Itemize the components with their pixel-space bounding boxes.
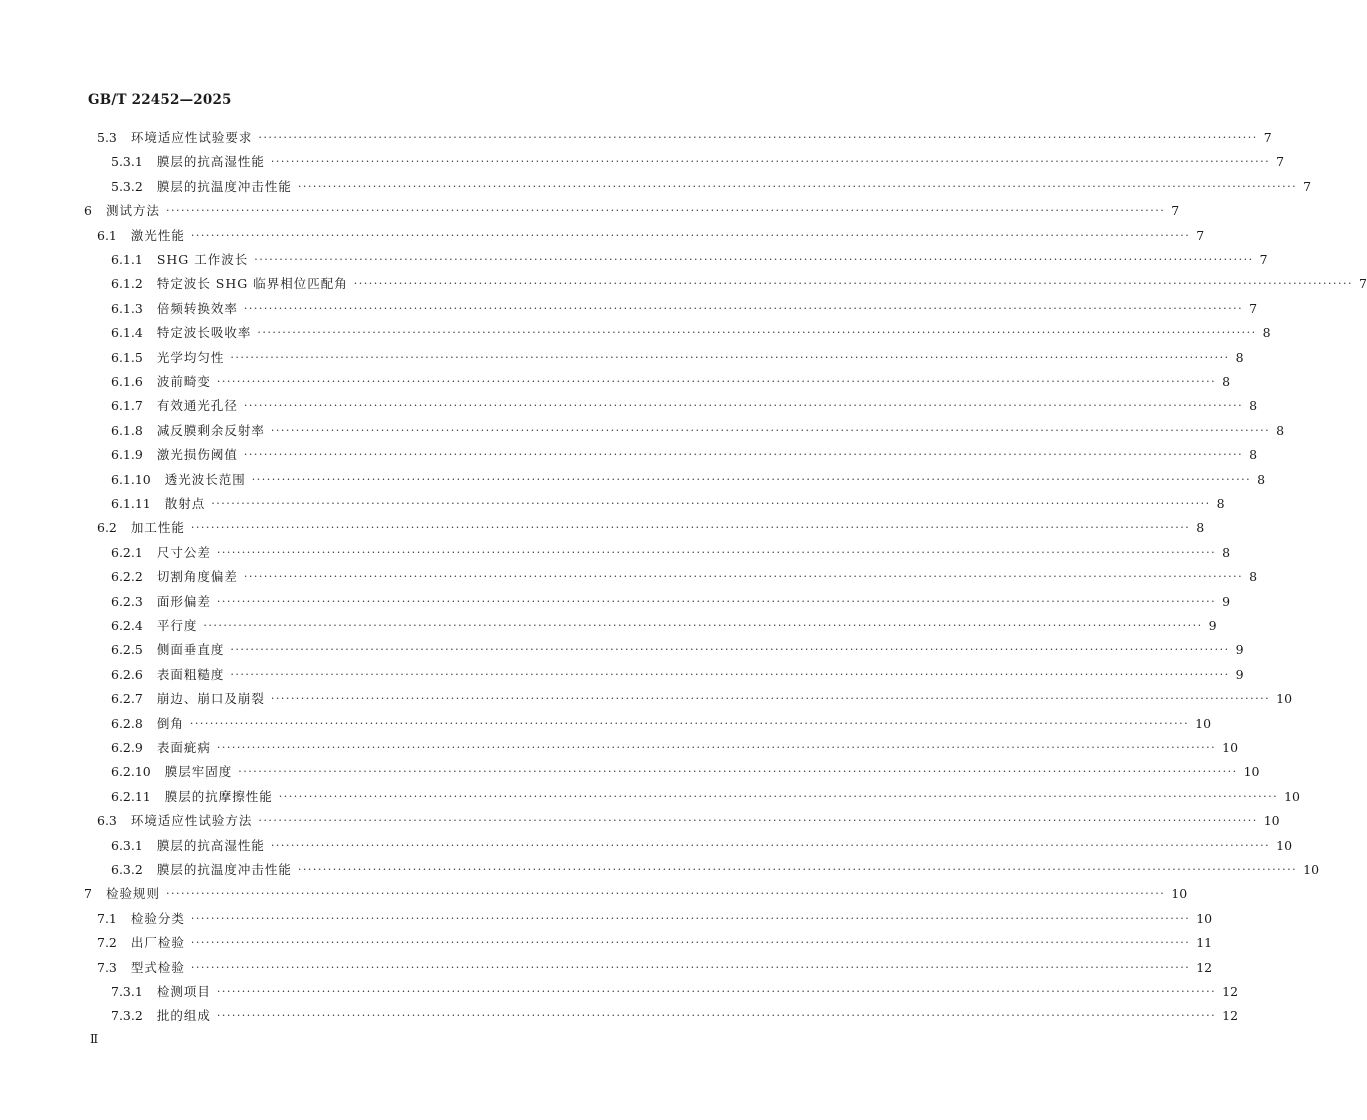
toc-entry-title: 特定波长 SHG 临界相位匹配角: [156, 276, 348, 292]
dot-leader: ········································································································································································································: [165, 887, 1166, 901]
toc-entry-number: 6.2.1: [111, 544, 143, 560]
toc-entry-number: 6.3.1: [111, 837, 143, 853]
toc-entry-title: 加工性能: [130, 520, 185, 536]
dot-leader: ········································································································································································································: [230, 350, 1230, 364]
dot-leader: ········································································································································································································: [190, 960, 1191, 974]
toc-entry-number: 6: [84, 203, 92, 219]
toc-entry-title: 膜层的抗温度冲击性能: [156, 862, 292, 877]
dot-leader: ········································································································································································································: [190, 228, 1191, 242]
toc-entry-number: 6.1.7: [111, 398, 143, 414]
dot-leader: ········································································································································································································: [254, 253, 1254, 266]
dot-leader: ········································································································································································································: [243, 570, 1244, 584]
toc-entry-title: 崩边、崩口及崩裂: [156, 691, 265, 707]
toc-entry-title: 出厂检验: [130, 935, 185, 951]
toc-entry-title: 波前畸变: [156, 374, 211, 389]
toc-entry-number: 7.1: [97, 910, 117, 926]
toc-entry-page: 10: [1195, 715, 1212, 731]
toc-entry-page: 8: [1249, 569, 1258, 585]
toc-entry-title: 散射点: [164, 496, 206, 511]
toc-entry-page: 12: [1196, 959, 1213, 975]
toc-entry[interactable]: [111, 394, 1258, 418]
toc-entry[interactable]: [111, 321, 1271, 345]
toc-entry[interactable]: [111, 614, 1217, 638]
toc-entry-title: 减反膜剩余反射率: [156, 422, 265, 438]
toc-entry[interactable]: [111, 687, 1293, 711]
toc-entry[interactable]: [111, 419, 1285, 443]
toc-entry-page: 8: [1249, 447, 1258, 463]
toc-entry-page: 10: [1263, 813, 1280, 829]
toc-entry[interactable]: [111, 272, 1367, 296]
toc-entry-page: 8: [1257, 471, 1266, 487]
dot-leader: ········································································································································································································: [251, 472, 1252, 486]
toc-entry-number: 6.2.9: [111, 740, 143, 755]
toc-entry-title: SHG 工作波长: [156, 252, 249, 267]
toc-entry[interactable]: [111, 175, 1312, 199]
toc-entry[interactable]: [97, 956, 1213, 980]
toc-entry[interactable]: [111, 443, 1258, 467]
toc-entry-title: 检验规则: [105, 886, 160, 902]
toc-entry-number: 7.3.1: [111, 984, 143, 999]
dot-leader: ········································································································································································································: [189, 716, 1190, 730]
toc-entry-title: 有效通光孔径: [156, 398, 238, 414]
toc-entry-number: 6.2.8: [111, 715, 143, 731]
toc-entry-number: 6.2.3: [111, 593, 143, 609]
dot-leader: ········································································································································································································: [270, 423, 1271, 437]
dot-leader: ········································································································································································································: [216, 741, 1217, 754]
toc-entry[interactable]: [111, 590, 1231, 614]
toc-entry[interactable]: [111, 565, 1258, 589]
toc-entry-title: 侧面垂直度: [156, 642, 225, 658]
page-folio: Ⅱ: [90, 1032, 99, 1046]
toc-entry-number: 6.2.4: [111, 618, 143, 633]
toc-entry[interactable]: [111, 712, 1212, 736]
toc-entry-page: 12: [1222, 1008, 1239, 1024]
toc-entry[interactable]: [111, 858, 1320, 882]
toc-entry-number: 6.3.2: [111, 862, 143, 877]
toc-entry-page: 12: [1222, 984, 1239, 999]
dot-leader: ········································································································································································································: [243, 399, 1244, 413]
dot-leader: ········································································································································································································: [270, 838, 1271, 852]
toc-entry[interactable]: [111, 468, 1266, 492]
dot-leader: ········································································································································································································: [270, 155, 1271, 169]
standard-code: GB/T 22452—2025: [88, 92, 232, 108]
toc-entry-page: 8: [1235, 349, 1244, 365]
toc-entry-title: 型式检验: [130, 959, 185, 975]
toc-entry-page: 7: [1249, 300, 1258, 316]
dot-leader: ········································································································································································································: [190, 911, 1191, 925]
toc-entry-number: 6.1.8: [111, 422, 143, 438]
toc-entry-number: 6.2.11: [111, 788, 151, 804]
toc-entry[interactable]: [84, 882, 1188, 906]
toc-entry-number: 6.2.6: [111, 666, 143, 682]
toc-entry-page: 7: [1263, 130, 1272, 145]
toc-entry-number: 7.2: [97, 935, 117, 951]
dot-leader: ········································································································································································································: [190, 936, 1191, 950]
toc-entry-title: 切割角度偏差: [156, 569, 238, 585]
toc-entry-page: 10: [1303, 862, 1320, 877]
dot-leader: ········································································································································································································: [190, 521, 1191, 535]
toc-entry-number: 6.2.10: [111, 764, 151, 780]
toc-entry[interactable]: [111, 248, 1268, 272]
toc-entry-number: 7: [84, 886, 92, 902]
toc-entry[interactable]: [97, 126, 1272, 150]
toc-entry-page: 8: [1249, 398, 1258, 414]
toc-entry-number: 7.3.2: [111, 1008, 143, 1024]
toc-entry-page: 7: [1259, 252, 1268, 267]
dot-leader: ········································································································································································································: [216, 375, 1217, 388]
toc-entry-number: 6.1.5: [111, 349, 143, 365]
toc-entry[interactable]: [111, 785, 1301, 809]
toc-entry-title: 倍频转换效率: [156, 300, 238, 316]
toc-entry-title: 表面疵病: [156, 740, 211, 755]
dot-leader: ········································································································································································································: [230, 643, 1230, 657]
toc-entry-page: 10: [1276, 691, 1293, 707]
toc-entry[interactable]: [111, 492, 1225, 516]
toc-entry-title: 测试方法: [105, 203, 160, 219]
toc-entry-title: 表面粗糙度: [156, 666, 225, 682]
toc-entry-number: 6.2.2: [111, 569, 143, 585]
dot-leader: ········································································································································································································: [258, 814, 1258, 828]
toc-entry-title: 激光损伤阈值: [156, 447, 238, 463]
toc-entry-number: 6.2: [97, 520, 117, 536]
toc-entry[interactable]: [97, 224, 1205, 248]
toc-entry-number: 5.3.1: [111, 154, 143, 170]
toc-entry-page: 8: [1196, 520, 1205, 536]
toc-entry[interactable]: [111, 760, 1260, 784]
toc-entry-number: 6.1.2: [111, 276, 143, 292]
dot-leader: ········································································································································································································: [216, 594, 1217, 608]
toc-entry-title: 面形偏差: [156, 593, 211, 609]
toc-entry-page: 8: [1262, 325, 1271, 341]
toc-entry-page: 8: [1216, 496, 1225, 511]
toc-entry-number: 5.3.2: [111, 178, 143, 194]
toc-entry-number: 5.3: [97, 130, 117, 145]
toc-entry-number: 6.1: [97, 227, 117, 243]
dot-leader: ········································································································································································································: [216, 985, 1217, 998]
toc-entry-number: 6.1.1: [111, 252, 143, 267]
toc-entry-page: 9: [1235, 642, 1244, 658]
toc-entry-page: 10: [1222, 740, 1239, 755]
toc-entry-title: 环境适应性试验方法: [130, 813, 253, 829]
toc-entry-page: 8: [1222, 374, 1231, 389]
toc-entry-page: 7: [1303, 178, 1312, 194]
toc-entry-title: 批的组成: [156, 1008, 211, 1024]
toc-entry[interactable]: [97, 516, 1205, 540]
toc-entry-page: 8: [1276, 422, 1285, 438]
toc-entry-page: 7: [1171, 203, 1180, 219]
toc-entry-title: 检测项目: [156, 984, 211, 999]
toc-entry-number: 6.1.3: [111, 300, 143, 316]
toc-entry[interactable]: [111, 638, 1244, 662]
dot-leader: ········································································································································································································: [211, 497, 1211, 510]
toc-entry[interactable]: [111, 346, 1244, 370]
toc-entry-number: 6.3: [97, 813, 117, 829]
toc-entry-page: 10: [1243, 764, 1260, 780]
toc-entry-number: 6.2.5: [111, 642, 143, 658]
toc-entry-page: 7: [1196, 227, 1205, 243]
toc-entry-number: 7.3: [97, 959, 117, 975]
dot-leader: ········································································································································································································: [203, 619, 1203, 632]
toc-entry-page: 7: [1276, 154, 1285, 170]
toc-entry[interactable]: [111, 1004, 1239, 1028]
dot-leader: ········································································································································································································: [238, 765, 1238, 779]
toc-entry-number: 6.1.6: [111, 374, 143, 389]
toc-entry-title: 透光波长范围: [164, 471, 246, 487]
toc-entry-page: 10: [1284, 788, 1301, 804]
dot-leader: ········································································································································································································: [353, 277, 1354, 291]
toc-entry[interactable]: [111, 663, 1244, 687]
dot-leader: ········································································································································································································: [230, 667, 1230, 681]
toc-entry-title: 膜层的抗温度冲击性能: [156, 178, 292, 194]
dot-leader: ········································································································································································································: [165, 204, 1166, 218]
toc-entry-page: 10: [1276, 837, 1293, 853]
dot-leader: ········································································································································································································: [257, 326, 1257, 340]
toc-entry-number: 6.1.11: [111, 496, 151, 511]
toc-entry-page: 9: [1208, 618, 1217, 633]
toc-entry[interactable]: [111, 834, 1293, 858]
dot-leader: ········································································································································································································: [258, 131, 1258, 144]
dot-leader: ········································································································································································································: [243, 301, 1244, 315]
toc-entry-title: 环境适应性试验要求: [130, 130, 253, 145]
toc-entry-page: 11: [1196, 935, 1213, 951]
dot-leader: ········································································································································································································: [216, 1009, 1217, 1023]
toc-entry[interactable]: [84, 199, 1180, 223]
toc-entry-title: 倒角: [156, 715, 184, 731]
toc-entry[interactable]: [111, 297, 1258, 321]
toc-entry-number: 6.1.10: [111, 471, 151, 487]
toc-entry-title: 特定波长吸收率: [156, 325, 252, 341]
toc-entry-page: 7: [1359, 276, 1367, 292]
toc-entry[interactable]: [111, 541, 1231, 565]
toc-entry-page: 8: [1222, 544, 1231, 560]
toc-entry-title: 平行度: [156, 618, 198, 633]
dot-leader: ········································································································································································································: [297, 179, 1298, 193]
toc-entry-title: 膜层牢固度: [164, 764, 233, 780]
toc-entry-number: 6.1.4: [111, 325, 143, 341]
toc-entry[interactable]: [111, 370, 1231, 394]
toc-entry-page: 9: [1222, 593, 1231, 609]
toc-entry-title: 激光性能: [130, 227, 185, 243]
toc-entry-title: 尺寸公差: [156, 544, 211, 560]
toc-entry-number: 6.1.9: [111, 447, 143, 463]
toc-entry-title: 膜层的抗摩擦性能: [164, 788, 273, 804]
toc-entry-page: 10: [1196, 910, 1213, 926]
toc-entry[interactable]: [97, 907, 1213, 931]
toc-entry-page: 10: [1171, 886, 1188, 902]
dot-leader: ········································································································································································································: [297, 863, 1298, 876]
toc-entry-title: 检验分类: [130, 910, 185, 926]
dot-leader: ········································································································································································································: [278, 789, 1279, 803]
dot-leader: ········································································································································································································: [216, 545, 1217, 559]
toc-entry-page: 9: [1235, 666, 1244, 682]
toc-entry-title: 膜层的抗高湿性能: [156, 837, 265, 853]
toc-entry-title: 光学均匀性: [156, 349, 225, 365]
toc-entry[interactable]: [111, 150, 1285, 174]
toc-entry[interactable]: [111, 736, 1239, 760]
dot-leader: ········································································································································································································: [270, 692, 1271, 706]
toc-entry[interactable]: [97, 931, 1213, 955]
toc-entry-title: 膜层的抗高湿性能: [156, 154, 265, 170]
toc-entry[interactable]: [111, 980, 1239, 1004]
toc-entry[interactable]: [97, 809, 1280, 833]
toc-entry-number: 6.2.7: [111, 691, 143, 707]
dot-leader: ········································································································································································································: [243, 448, 1244, 462]
